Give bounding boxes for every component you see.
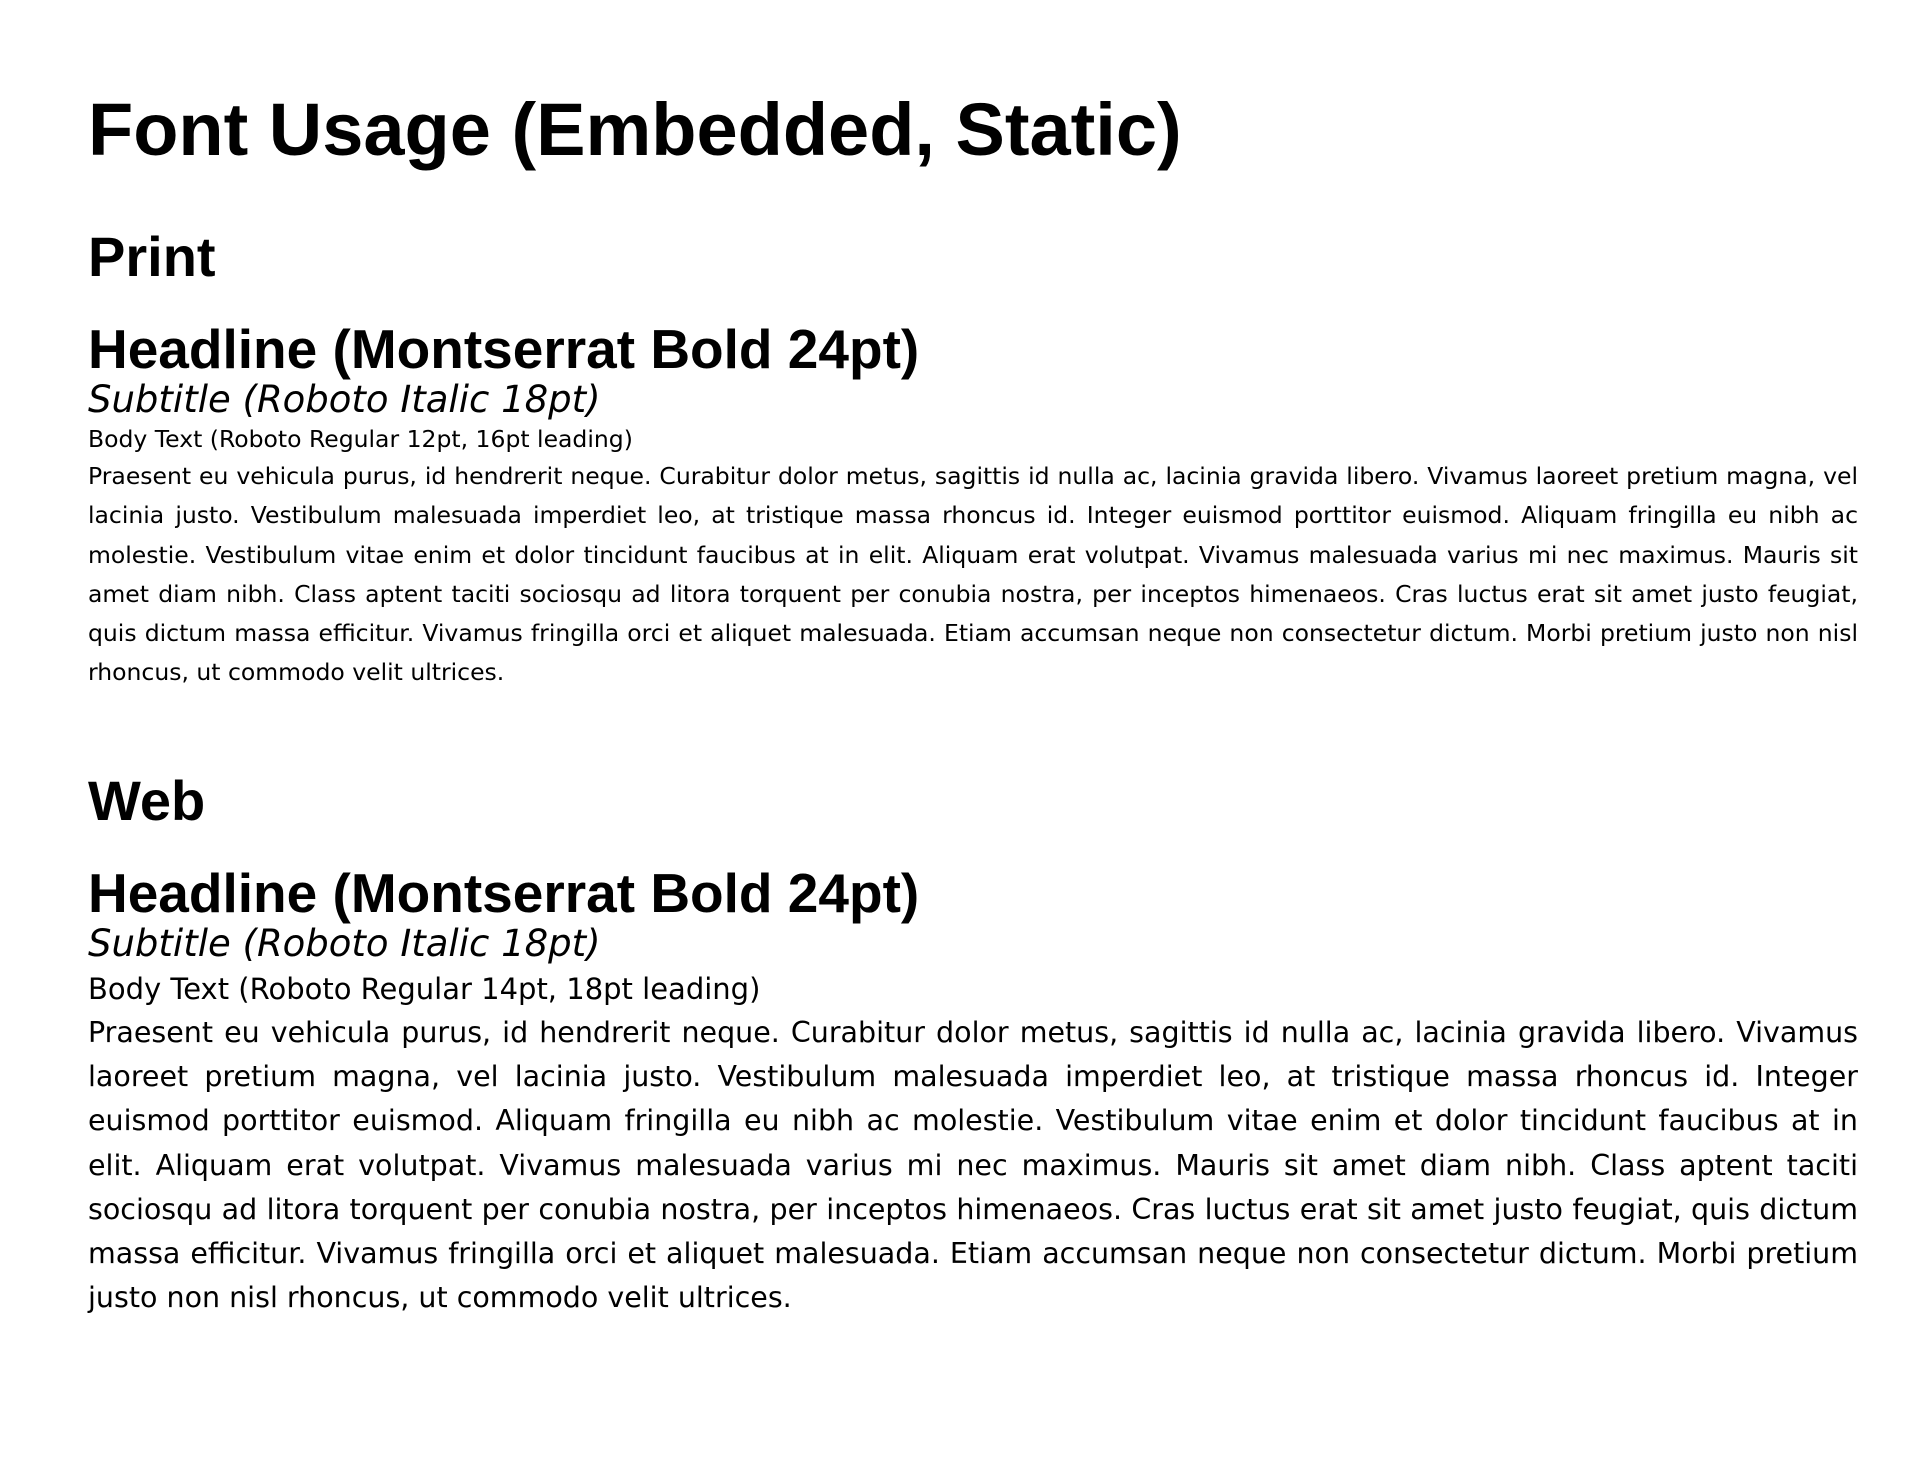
web-section [88,768,1858,1320]
print-heading: Print [88,225,216,288]
web-headline-sample: Headline (Montserrat Bold 24pt) [88,862,920,924]
web-heading: Web [88,769,206,832]
print-section [88,224,1858,693]
print-headline-sample: Headline (Montserrat Bold 24pt) [88,318,920,380]
print-subtitle-sample: Subtitle (Roboto Italic 18pt) [88,378,601,421]
page-title: Font Usage (Embedded, Static) [88,88,1182,171]
print-body-text: Praesent eu vehicula purus, id hendrerit neque. Curabitur dolor metus, sagittis id nulla ac, lacinia gravida libero. Vivamus laoreet pretium magna, vel lacinia justo. Vestibulum malesuada imperdiet leo, at tristique massa rhoncus id. Integer euismod porttitor euismod. Aliquam fringilla eu nibh ac molestie. Vestibulum vitae enim et dolor tincidunt faucibus at in elit. Aliquam erat volutpat. Vivamus malesuada varius mi nec maximus. Mauris sit amet diam nibh. Class aptent taciti sociosqu ad litora torquent per conubia nostra, per inceptos himenaeos. Cras luctus erat sit amet justo feugiat, quis dictum massa efficitur. Vivamus fringilla orci et aliquet malesuada. Etiam accumsan neque non consectetur dictum. Morbi pretium justo non nisl rhoncus, ut commodo velit ultrices. [88,462,1858,687]
web-subtitle-sample: Subtitle (Roboto Italic 18pt) [88,922,601,965]
web-body-text: Praesent eu vehicula purus, id hendrerit neque. Curabitur dolor metus, sagittis id nulla ac, lacinia gravida libero. Vivamus laoreet pretium magna, vel lacinia justo. Vestibulum malesuada imperdiet leo, at tristique massa rhoncus id. Integer euismod porttitor euismod. Aliquam fringilla eu nibh ac molestie. Vestibulum vitae enim et dolor tincidunt faucibus at in elit. Aliquam erat volutpat. Vivamus malesuada varius mi nec maximus. Mauris sit amet diam nibh. Class aptent taciti sociosqu ad litora torquent per conubia nostra, per inceptos himenaeos. Cras luctus erat sit amet justo feugiat, quis dictum massa efficitur. Vivamus fringilla orci et aliquet malesuada. Etiam accumsan neque non consectetur dictum. Morbi pretium justo non nisl rhoncus, ut commodo velit ultrices. [88,1016,1858,1315]
print-body-label: Body Text (Roboto Regular 12pt, 16pt leading) [88,425,633,453]
web-body-label: Body Text (Roboto Regular 14pt, 18pt leading) [88,972,761,1006]
